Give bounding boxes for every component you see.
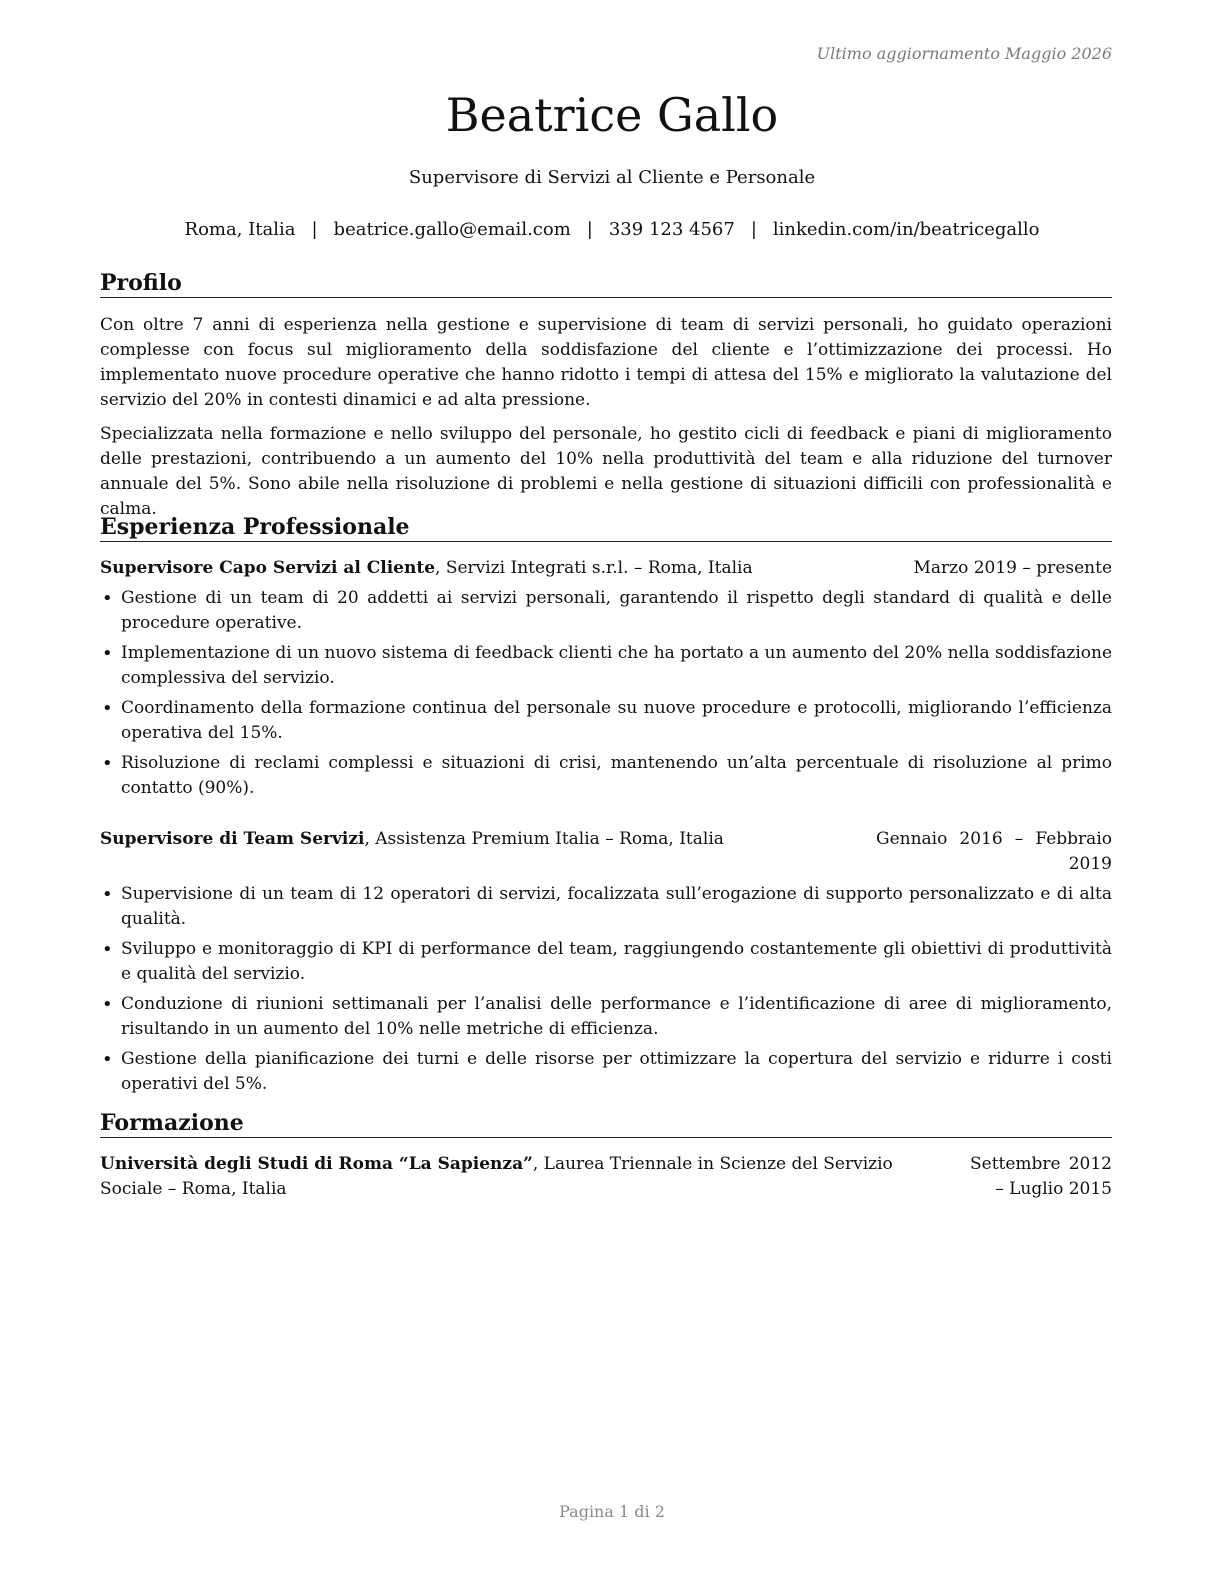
job-header [100,827,1112,877]
contact-phone[interactable]: 339 123 4567 [608,219,735,240]
job-dates: Gennaio 2016 – Febbraio 2019 [876,829,1112,874]
candidate-title: Supervisore di Servizi al Cliente e Personale [408,167,816,188]
job-organization: , Servizi Integrati s.r.l. – Roma, Italia [435,558,753,578]
job-role: Supervisore di Team Servizi [100,829,365,849]
job-header [100,556,1112,581]
list-item: • Implementazione di un nuovo sistema di feedback clienti che ha portato a un aumento del 20% nella soddisfazione complessiva del servizio. [100,641,1112,691]
profile-heading: Profilo [100,270,1112,298]
list-item: • Conduzione di riunioni settimanali per l’analisi delle performance e l’identificazione di aree di miglioramento, risultando in un aumento del 10% nelle metriche di efficienza. [100,992,1112,1042]
job-title-line [100,827,876,877]
list-item: • Coordinamento della formazione continua del personale su nuove procedure e protocolli, migliorando l’efficienza operativa del 15%. [100,696,1112,746]
contact-separator: | [750,219,757,240]
contact-location: Roma, Italia [184,219,296,240]
experience-section [100,514,1112,1102]
job-bullets [100,882,1112,1097]
contact-email[interactable]: beatrice.gallo@email.com [333,219,571,240]
list-item: • Gestione della pianificazione dei turni e delle risorse per ottimizzare la copertura del servizio e ridurre i costi operativi del 5%. [100,1047,1112,1097]
education-entry [100,1152,1112,1202]
job-bullets [100,586,1112,801]
education-degree: , Laurea Triennale in Scienze del Servizio Sociale – Roma, Italia [100,1154,893,1199]
list-item: • Risoluzione di reclami complessi e situazioni di crisi, mantenendo un’alta percentuale di risoluzione al primo contatto (90%). [100,751,1112,801]
education-school: Università degli Studi di Roma “La Sapienza” [100,1154,533,1174]
job-entry [100,556,1112,801]
job-entry [100,827,1112,1097]
profile-section [100,270,1112,522]
list-item: • Gestione di un team di 20 addetti ai servizi personali, garantendo il rispetto degli standard di qualità e delle procedure operative. [100,586,1112,636]
job-organization: , Assistenza Premium Italia – Roma, Italia [364,829,724,849]
contact-separator: | [311,219,318,240]
contact-separator: | [586,219,593,240]
candidate-name: Beatrice Gallo [445,88,779,142]
job-role: Supervisore Capo Servizi al Cliente [100,558,436,578]
education-section [100,1110,1112,1202]
list-item: • Supervisione di un team di 12 operatori di servizi, focalizzata sull’erogazione di supporto personalizzato e di alta qualità. [100,882,1112,932]
contact-linkedin[interactable]: linkedin.com/in/beatricegallo [772,219,1040,240]
contact-line [0,219,1224,240]
last-updated-note: Ultimo aggiornamento Maggio 2026 [816,44,1112,63]
education-heading: Formazione [100,1110,1112,1138]
education-title-line [100,1152,970,1202]
list-item: • Sviluppo e monitoraggio di KPI di performance del team, raggiungendo costantemente gli obiettivi di produttività e qualità del servizio. [100,937,1112,987]
education-dates: Settembre 2012 – Luglio 2015 [970,1154,1112,1199]
profile-paragraph: Con oltre 7 anni di esperienza nella gestione e supervisione di team di servizi personali, ho guidato operazioni complesse con focus sul miglioramento della soddisfazione del cliente e l’ottimizzazione dei processi. Ho implementato nuove procedure operative che hanno ridotto i tempi di attesa del 15% e migliorato la valutazione del servizio del 20% in contesti dinamici e ad alta pressione. [100,315,1112,410]
job-title-line [100,556,913,581]
job-dates: Marzo 2019 – presente [913,558,1112,578]
experience-heading: Esperienza Professionale [100,514,1112,542]
profile-paragraph: Specializzata nella formazione e nello sviluppo del personale, ho gestito cicli di feedback e piani di miglioramento delle prestazioni, contribuendo a un aumento del 10% nella produttività del team e alla riduzione del turnover annuale del 5%. Sono abile nella risoluzione di problemi e nella gestione di situazioni difficili con professionalità e calma. [100,424,1112,519]
page-number: Pagina 1 di 2 [559,1502,665,1521]
